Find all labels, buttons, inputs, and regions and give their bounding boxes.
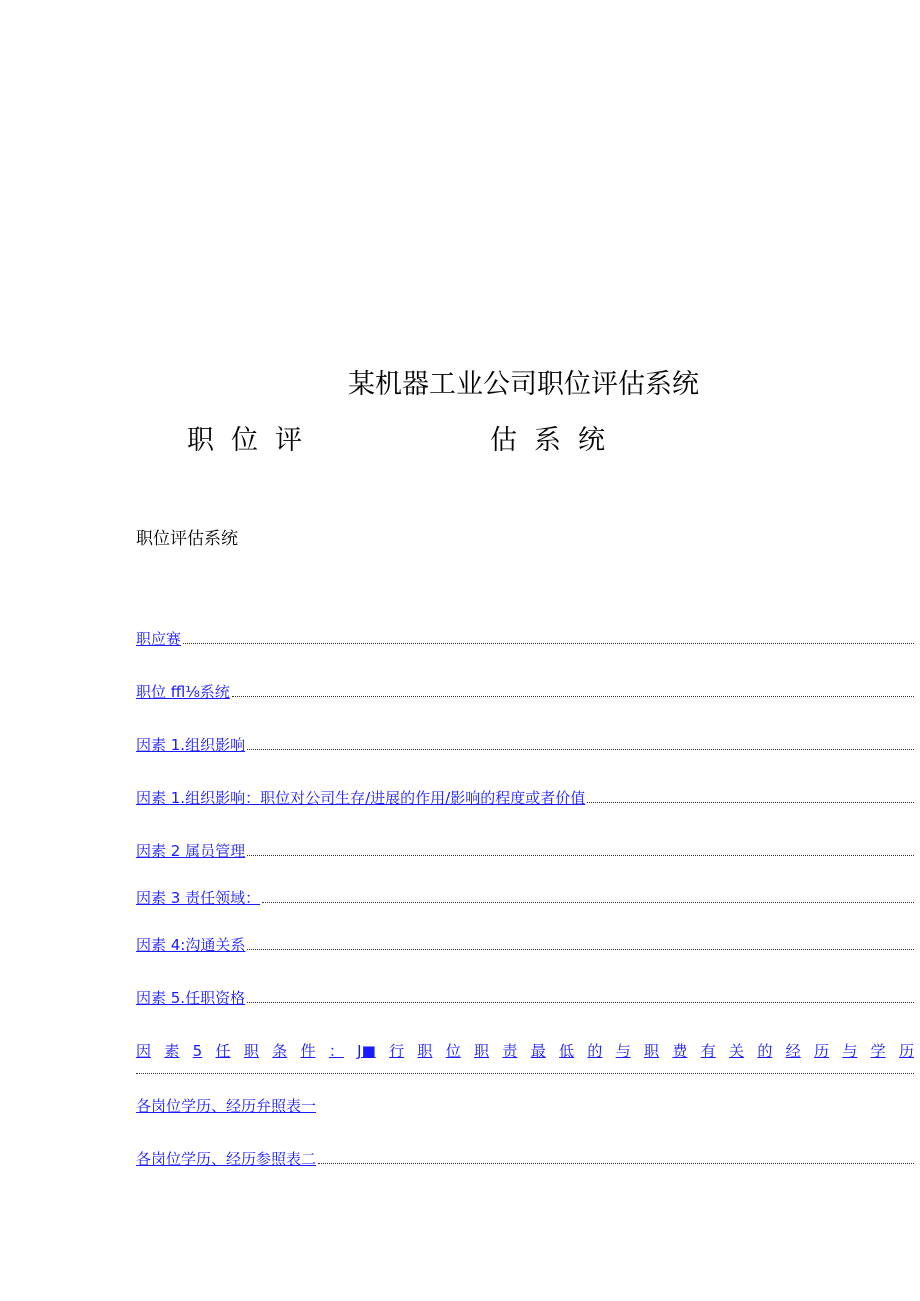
toc-entry[interactable] — [136, 1096, 914, 1116]
toc-link-word: 位 — [445, 1042, 461, 1060]
toc-link-word: 素 — [164, 1042, 180, 1060]
subheading: 职位评估系统 — [136, 529, 238, 549]
toc-link-word: 因 — [136, 1042, 152, 1060]
spaced-title-right: 估系统 — [490, 425, 622, 456]
toc-link[interactable]: 各岗位学历、经历弁照表一 — [136, 1097, 317, 1115]
toc-link-word: 与 — [615, 1042, 631, 1060]
toc-entry[interactable] — [136, 629, 914, 649]
toc-link-word: 经 — [785, 1042, 801, 1060]
toc-leader-dots — [318, 1151, 914, 1164]
toc-entry[interactable] — [136, 682, 914, 702]
toc-link-word: 的 — [587, 1042, 603, 1060]
toc-link-word: 学 — [870, 1042, 886, 1060]
toc-link-word: 责 — [502, 1042, 518, 1060]
toc-link-word: 关 — [729, 1042, 745, 1060]
toc-link[interactable]: 因素 1.组织影响 — [136, 736, 246, 754]
toc-link-word: 费 — [672, 1042, 688, 1060]
toc-link-word: 行 — [389, 1042, 405, 1060]
toc-entry[interactable] — [136, 1149, 914, 1169]
toc-link-word: 与 — [842, 1042, 858, 1060]
toc-link-word: 任 — [215, 1042, 231, 1060]
toc-link[interactable]: 因素 1.组织影响：职位对公司生存/进展的作用/影响的程度或者价值 — [136, 789, 586, 807]
toc-link-word: 条 — [272, 1042, 288, 1060]
toc-entry[interactable] — [136, 735, 914, 755]
toc-link[interactable]: 因素 4:沟通关系 — [136, 936, 246, 954]
toc-link-word: 低 — [559, 1042, 575, 1060]
toc-link[interactable] — [136, 1041, 914, 1061]
toc-link-word: 有 — [700, 1042, 716, 1060]
toc-link-word: 职 — [644, 1042, 660, 1060]
toc-link-word: 的 — [757, 1042, 773, 1060]
toc-link-word: 职 — [243, 1042, 259, 1060]
toc-link-word: 最 — [530, 1042, 546, 1060]
toc-link[interactable]: 因素 3 责任领域： — [136, 889, 261, 907]
toc-leader-dots — [136, 1063, 914, 1074]
toc-leader-dots — [232, 684, 914, 697]
toc-link-word: 5 — [192, 1042, 203, 1060]
toc-link-word: 职 — [417, 1042, 433, 1060]
toc-entry[interactable] — [136, 935, 914, 955]
toc-link-word: J■ — [357, 1042, 376, 1060]
toc-link-word: 职 — [474, 1042, 490, 1060]
toc-leader-dots — [183, 631, 914, 644]
toc-entry[interactable] — [136, 788, 914, 808]
toc-leader-dots — [247, 843, 914, 856]
toc-link-word: 历 — [814, 1042, 830, 1060]
toc-link[interactable]: 职位 ffl⅛系统 — [136, 683, 230, 701]
toc-entry[interactable] — [136, 888, 914, 908]
toc-link[interactable]: 职应赛 — [136, 630, 182, 648]
toc-leader-dots — [247, 737, 914, 750]
toc-link-word: 历 — [898, 1042, 914, 1060]
document-title: 某机器工业公司职位评估系统 — [348, 369, 699, 400]
spaced-title-left: 职位评 — [187, 425, 319, 456]
toc-link-word: 件 — [300, 1042, 316, 1060]
toc-link[interactable]: 因素 5.任职资格 — [136, 989, 246, 1007]
toc-link-word: ： — [328, 1042, 344, 1060]
toc-entry[interactable] — [136, 841, 914, 861]
toc-leader-dots — [262, 890, 914, 903]
toc-link[interactable]: 因素 2 属员管理 — [136, 842, 246, 860]
toc-entry[interactable] — [136, 1041, 914, 1074]
toc-leader-dots — [247, 990, 914, 1003]
toc-entry[interactable] — [136, 988, 914, 1008]
toc-leader-dots — [587, 790, 914, 803]
toc-link[interactable]: 各岗位学历、经历参照表二 — [136, 1150, 317, 1168]
toc-leader-dots — [247, 937, 914, 950]
